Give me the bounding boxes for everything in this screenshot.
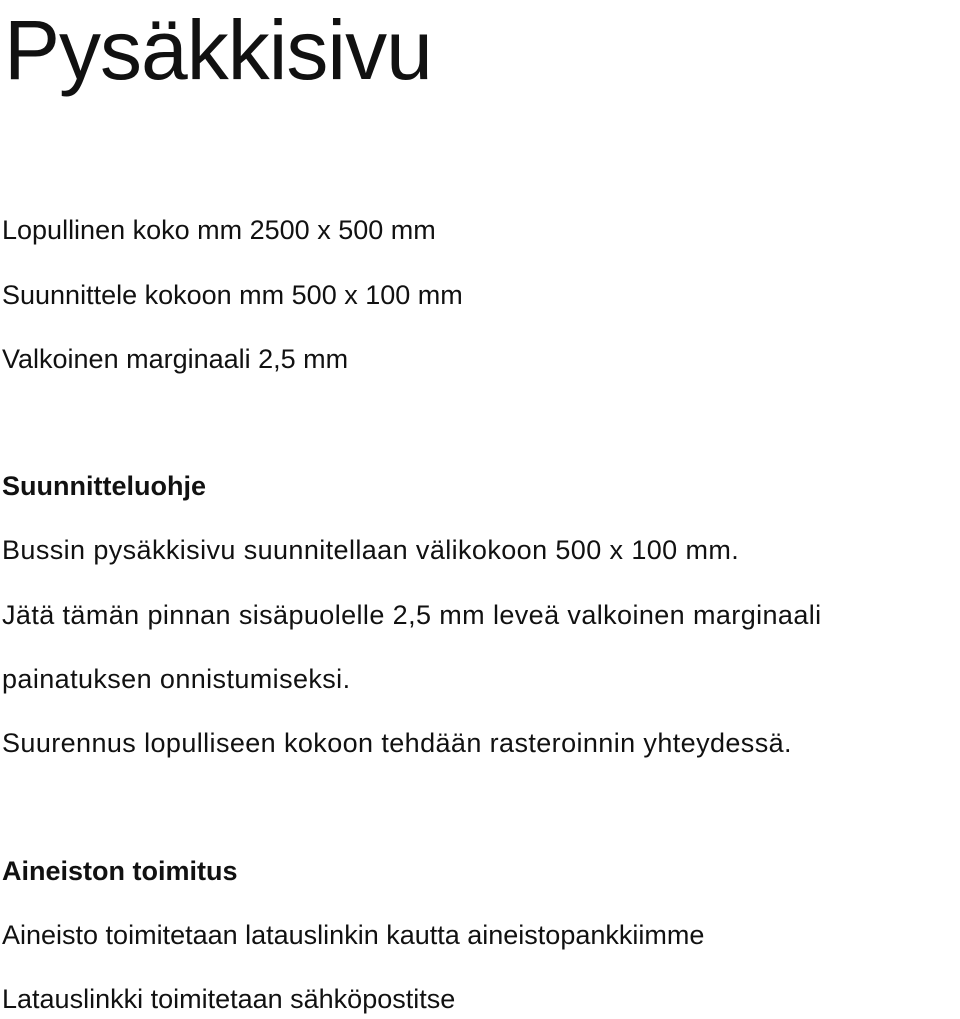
spec-design-size: Suunnittele kokoon mm 500 x 100 mm [2,280,463,310]
spec-final-size: Lopullinen koko mm 2500 x 500 mm [2,215,436,245]
design-guide-heading: Suunnitteluohje [2,471,206,501]
delivery-line: Aineisto toimitetaan latauslinkin kautta aineistopankkiimme [2,920,705,950]
design-guide-line: Suurennus lopulliseen kokoon tehdään rasteroinnin yhteydessä. [2,728,792,758]
design-guide-line: Jätä tämän pinnan sisäpuolelle 2,5 mm leveä valkoinen marginaali [2,600,822,630]
spec-white-margin: Valkoinen marginaali 2,5 mm [2,344,349,374]
page-title: Pysäkkisivu [4,3,432,97]
design-guide-line: painatuksen onnistumiseksi. [2,664,351,694]
design-guide-line: Bussin pysäkkisivu suunnitellaan välikokoon 500 x 100 mm. [2,535,740,565]
delivery-line: Latauslinkki toimitetaan sähköpostitse [2,984,456,1014]
delivery-heading: Aineiston toimitus [2,856,238,886]
